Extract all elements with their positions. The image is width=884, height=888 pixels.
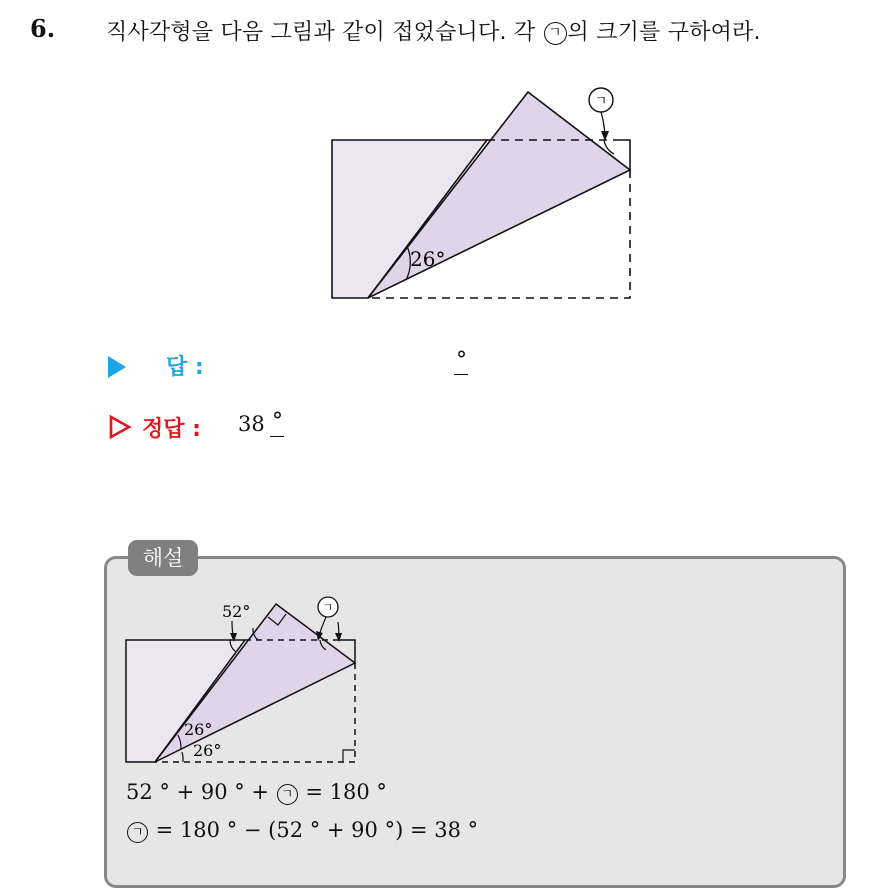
answer-input[interactable] [230,350,450,378]
explanation-tag: 해설 [128,540,198,576]
eq2-after: = 180 ° − (52 ° + 90 °) = 38 ° [149,818,479,842]
eq1-before: 52 ° + 90 ° + [126,780,276,804]
answer-arrow-icon [108,356,126,378]
exp-right-angle-corner [343,750,355,762]
answer-label: 답 : [166,355,204,380]
exp-arc-26-bottom [182,752,183,762]
answer-unit: ° [456,348,467,373]
exp-label-52: 52° [222,602,251,621]
eq2-circled: ㄱ [127,822,148,843]
answer-underline [454,374,468,375]
folded-rectangle-figure [320,80,650,310]
question-text-before: 직사각형을 다음 그림과 같이 접었습니다. 각 [106,20,543,45]
answer-row [108,350,204,381]
correct-answer-underline [270,436,284,437]
exp-label-26-top: 26° [184,720,213,739]
explanation-equation-1 [126,780,387,805]
correct-answer-arrow-icon [108,414,132,440]
eq1-after: = 180 ° [298,780,387,804]
question-number: 6. [30,14,56,43]
exp-unknown-label: ㄱ [322,601,334,614]
explanation-equation-2 [126,818,478,843]
circled-label: ㄱ [544,22,567,45]
exp-label-26-bottom: 26° [193,741,222,760]
angle-label-26: 26° [410,247,446,271]
explanation-figure [110,590,380,770]
eq1-circled: ㄱ [277,784,298,805]
correct-answer-value: 38 [238,412,265,436]
correct-answer-label: 정답 : [142,417,201,442]
unknown-marker-label: ㄱ [594,94,608,109]
question-text-after: 의 크기를 구하여라. [567,20,761,45]
correct-answer-unit: ° [272,409,283,434]
correct-answer-row [108,412,201,443]
question-text [106,15,761,46]
